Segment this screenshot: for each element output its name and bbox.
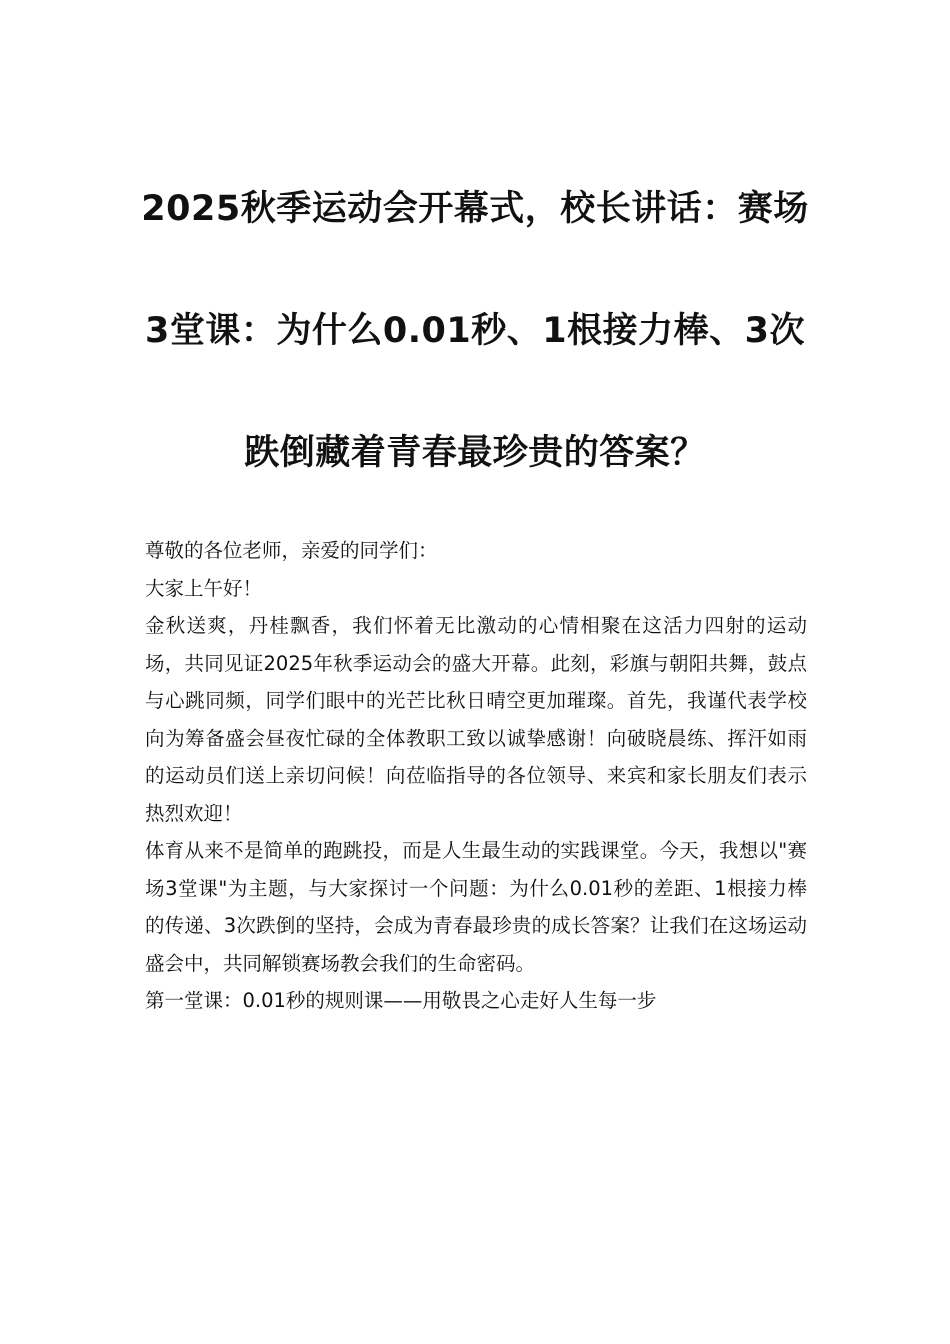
greeting: 大家上午好！ [145,576,263,600]
paragraph-opening: 金秋送爽，丹桂飘香，我们怀着无比激动的心情相聚在这活力四射的运动场，共同见证2025年秋季运动会的盛大开幕。此刻，彩旗与朝阳共舞，鼓点与心跳同频，同学们眼中的光芒比秋日晴空更加璀璨。首先，我谨代表学校向为筹备盛会昼夜忙碌的全体教职工致以诚挚感谢！向破晓晨练、挥汗如雨的运动员们送上亲切问候！向莅临指导的各位领导、来宾和家长朋友们表示热烈欢迎！ [145,614,807,825]
title-line-2: 3堂课：为什么0.01秒、1根接力棒、3次 [145,311,805,351]
section-heading-lesson-1: 第一堂课：0.01秒的规则课——用敬畏之心走好人生每一步 [145,989,657,1012]
title-line-1: 2025秋季运动会开幕式，校长讲话：赛场 [141,189,809,229]
paragraph-theme: 体育从来不是简单的跑跳投，而是人生最生动的实践课堂。今天，我想以"赛场3堂课"为主题，与大家探讨一个问题：为什么0.01秒的差距、1根接力棒的传递、3次跌倒的坚持，会成为青春最珍贵的成长答案？让我们在这场运动盛会中，共同解锁赛场教会我们的生命密码。 [145,839,807,975]
title-line-3: 跌倒藏着青春最珍贵的答案？ [244,433,706,473]
document-title [140,148,810,514]
salutation: 尊敬的各位老师，亲爱的同学们： [145,539,438,562]
document-body [145,532,807,1020]
